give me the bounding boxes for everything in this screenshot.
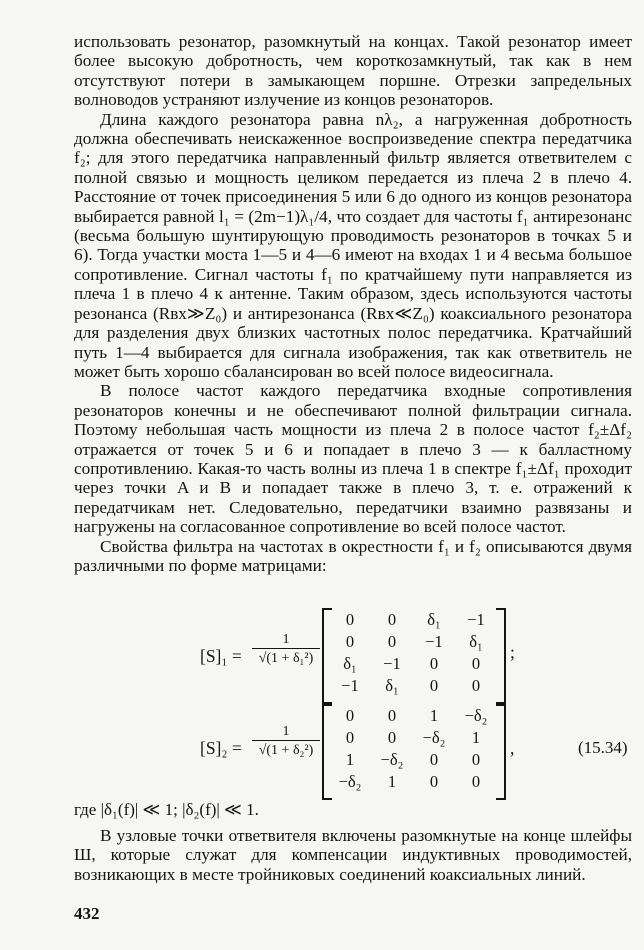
matrix1-trail: ; bbox=[510, 642, 515, 662]
matrix1-cell: δ₁ bbox=[469, 632, 483, 651]
matrix1-cell: 0 bbox=[429, 654, 439, 673]
matrix2-trail: , bbox=[510, 738, 515, 758]
matrix2-fraction bbox=[252, 724, 320, 759]
matrix2-cell: 0 bbox=[387, 728, 397, 747]
matrix2-cell: −δ₂ bbox=[464, 706, 488, 725]
matrix1-cell: 0 bbox=[387, 610, 397, 629]
matrix2-cell: 0 bbox=[345, 728, 355, 747]
paragraph-5: В узловые точки ответвителя включены разомкнутые на конце шлейфы Ш, которые служат для компенсации индуктивных проводимостей, возникающих в месте тройниковых соединений коаксиальных линий. bbox=[74, 826, 632, 884]
paragraph-1: использовать резонатор, разомкнутый на концах. Такой резонатор имеет более высокую добротность, чем короткозамкнутый, так как в нем отсутствуют потери в замыкающем поршне. Отрезки запредельных волноводов устраняют излучение из концов резонаторов. bbox=[74, 32, 632, 110]
matrix2-cell: 1 bbox=[429, 706, 439, 725]
paragraph-3: В полосе частот каждого передатчика входные сопротивления резонаторов конечны и не обеспечивают полной фильтрации сигнала. Поэтому небольшая часть мощности из плеча 2 в полосе частот f₂±Δf₂ отражается от точек 5 и 6 и попадает в плечо 3 — к балластному сопротивлению. Какая-то часть волны из плеча 1 в спектре f₁±Δf₁ проходит через точки A и B и попадает также в плечо 3, т. е. отражений к передатчикам нет. Следовательно, передатчики взаимно развязаны и нагружены на согласованное сопротивление во всей полосе частот. bbox=[74, 381, 632, 537]
matrix-equations bbox=[0, 606, 644, 811]
matrix1-right-bracket bbox=[496, 608, 506, 704]
matrix1-cell: 0 bbox=[345, 610, 355, 629]
equation-number: (15.34) bbox=[578, 738, 628, 757]
matrix2-right-bracket bbox=[496, 704, 506, 800]
matrix2-cell: 1 bbox=[387, 772, 397, 791]
matrix1-cell: 0 bbox=[387, 632, 397, 651]
matrix2-cell: 1 bbox=[345, 750, 355, 769]
matrix2-cell: 0 bbox=[429, 772, 439, 791]
matrix2-numerator: 1 bbox=[282, 724, 290, 739]
matrix2-denominator: √(1 + δ₂²) bbox=[252, 740, 320, 759]
where-clause: где |δ₁(f)| ≪ 1; |δ₂(f)| ≪ 1. bbox=[74, 800, 259, 819]
matrix1-fraction bbox=[252, 632, 320, 667]
matrix2-cell: 0 bbox=[471, 772, 481, 791]
matrix2-cell: 0 bbox=[387, 706, 397, 725]
matrix1-cell: −1 bbox=[341, 676, 359, 695]
matrix1-cell: 0 bbox=[471, 676, 481, 695]
final-text bbox=[74, 826, 632, 884]
matrix1-cell: δ₁ bbox=[343, 654, 357, 673]
paragraph-2: Длина каждого резонатора равна nλ₂, а нагруженная добротность должна обеспечивать неискаженное воспроизведение спектра передатчика f₂; для этого передатчика направленный фильтр является ответвителем с полной связью и мощность целиком передается из плеча 2 в плечо 4. Расстояние от точек присоединения 5 или 6 до одного из концов резонатора выбирается равной l₁ = (2m−1)λ₁/4, что создает для частоты f₁ антирезонанс (весьма большую шунтирующую проводимость резонаторов в точках 5 и 6). Тогда участки моста 1—5 и 4—6 имеют на входах 1 и 4 весьма большое сопротивление. Сигнал частоты f₁ по кратчайшему пути направляется из плеча 1 в плечо 4 к антенне. Таким образом, здесь используются частоты резонанса (Rвх≫Z₀) и антирезонанса (Rвх≪Z₀) коаксиального резонатора для разделения двух близких частотных полос передатчика. Кратчайший путь 1—4 выбирается для сигнала изображения, так как ответвитель не может быть хорошо сбалансирован во всей полосе видеосигнала. bbox=[74, 109, 632, 381]
matrix1-cell: δ₁ bbox=[427, 610, 441, 629]
matrix1-cell: 0 bbox=[471, 654, 481, 673]
matrix1-numerator: 1 bbox=[282, 632, 290, 647]
matrix2-cell: 1 bbox=[471, 728, 481, 747]
paragraph-4: Свойства фильтра на частотах в окрестности f₁ и f₂ описываются двумя различными по форме матрицами: bbox=[74, 536, 632, 575]
matrix1-cell: −1 bbox=[467, 610, 485, 629]
page-number: 432 bbox=[74, 904, 100, 923]
matrix2-cell: 0 bbox=[345, 706, 355, 725]
matrix2-cell: 0 bbox=[471, 750, 481, 769]
matrix1-cell: −1 bbox=[383, 654, 401, 673]
matrix2-cell: −δ₂ bbox=[380, 750, 404, 769]
matrix1-cell: δ₁ bbox=[385, 676, 399, 695]
matrix1-lhs: [S]₁ = bbox=[200, 646, 242, 666]
matrix1-cell: 0 bbox=[429, 676, 439, 695]
matrix2-cell: −δ₂ bbox=[422, 728, 446, 747]
matrix2-cell: −δ₂ bbox=[338, 772, 362, 791]
matrix1-cell: −1 bbox=[425, 632, 443, 651]
matrix1-cell: 0 bbox=[345, 632, 355, 651]
matrix2-cell: 0 bbox=[429, 750, 439, 769]
matrix2-lhs: [S]₂ = bbox=[200, 738, 242, 758]
body-text bbox=[74, 32, 632, 575]
matrix1-denominator: √(1 + δ₁²) bbox=[252, 648, 320, 667]
